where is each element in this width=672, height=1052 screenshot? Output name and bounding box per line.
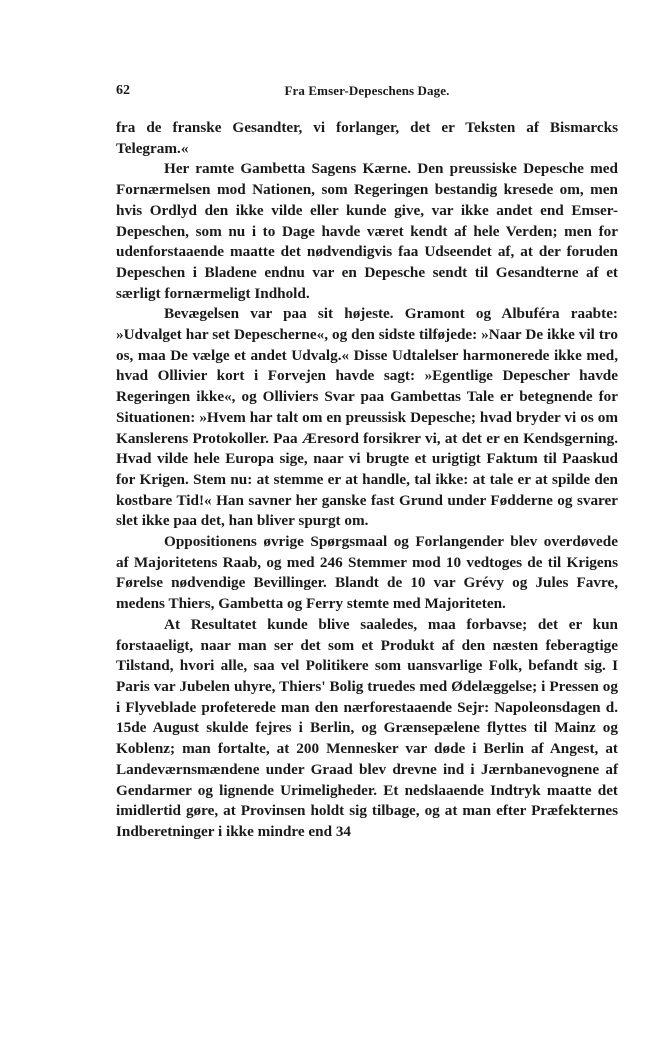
body-text <box>116 118 618 843</box>
paragraph-oppositionens: Oppositionens øvrige Spørgsmaal og Forlangender blev overdøvede af Majoritetens Raab, og med 246 Stemmer mod 10 vedtoges de til Krigens Førelse nødvendige Bevillinger. Blandt de 10 var Grévy og Jules Favre, medens Thiers, Gambetta og Ferry stemte med Majoriteten. <box>116 533 618 613</box>
paragraph-resultatet: At Resultatet kunde blive saaledes, maa forbavse; det er kun forstaaeligt, naar man ser det som et Produkt af den næsten feberagtige Tilstand, hvori alle, saa vel Politikere som uansvarlige Folk, befandt sig. I Paris var Jubelen uhyre, Thiers' Bolig truedes med Ødelæggelse; i Pressen og i Flyveblade profeterede man den nærforestaaende Sejr: Napoleonsdagen d. 15de August skulde fejres i Berlin, og Grænsepælene flyttes til Mainz og Koblenz; man fortalte, at 200 Mennesker var døde i Berlin af Angest, at Landeværnsmændene under Graad blev drevne ind i Jærnbanevognene af Gendarmer og lignende Urimeligheder. Et nedslaaende Indtryk maatte det imidlertid gøre, at Provinsen holdt sig tilbage, og at man efter Præfekternes Indberetninger i ikke mindre end 34 <box>116 615 618 840</box>
running-title: Fra Emser-Depeschens Dage. <box>284 83 450 98</box>
paragraph-gambetta: Her ramte Gambetta Sagens Kærne. Den preussiske Depesche med Fornærmelsen mod Nationen, som Regeringen bestandig kresede om, men hvis Ordlyd den ikke vilde eller kunde give, var ikke andet end Emser-Depeschen, som nu i to Dage havde været kendt af hele Verden; men for udenforstaaende maatte det nødvendigvis faa Udseendet af, at der foruden Depeschen i Bladene endnu var en Depesche sendt til Gesandterne af et særligt fornærmeligt Indhold. <box>116 160 618 302</box>
paragraph-continued: fra de franske Gesandter, vi forlanger, det er Teksten af Bismarcks Telegram.« <box>116 119 618 157</box>
page-number: 62 <box>116 83 130 98</box>
page-header <box>116 80 618 102</box>
paragraph-bevaegelsen: Bevægelsen var paa sit højeste. Gramont og Albuféra raabte: »Udvalget har set Depescherne«, og den sidste tilføjede: »Naar De ikke vil tro os, maa De vælge et andet Udvalg.« Disse Udtalelser harmonerede ikke med, hvad Ollivier kort i Forvejen havde sagt: »Egentlige Depescher havde Regeringen ikke«, og Olliviers Svar paa Gambettas Tale er betegnende for Situationen: »Hvem har talt om en preussisk Depesche; hvad bryder vi os om Kanslerens Protokoller. Paa Æresord forsikrer vi, at det er en Kendsgerning. Hvad vilde hele Europa sige, naar vi brugte et urigtigt Faktum til Paaskud for Krigen. Stem nu: at stemme er at handle, tal ikke: at tale er at spilde den kostbare Tid!« Han savner her ganske fast Grund under Fødderne og svarer slet ikke paa det, han bliver spurgt om. <box>116 305 618 530</box>
book-page <box>116 80 618 843</box>
